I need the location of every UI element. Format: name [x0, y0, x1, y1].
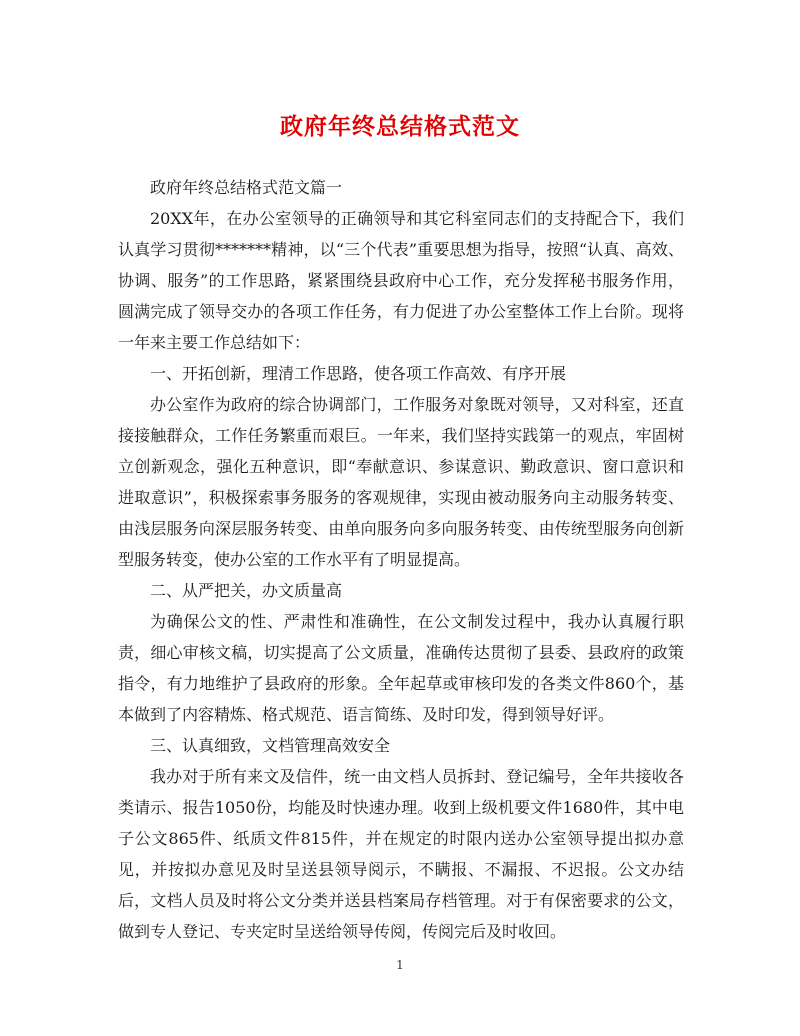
- paragraph-section-1: 办公室作为政府的综合协调部门，工作服务对象既对领导，又对科室，还直接接触群众，工作任务繁重而艰巨。一年来，我们坚持实践第一的观点，牢固树立创新观念，强化五种意识，即“奉献意识、参谋意识、勤政意识、窗口意识和进取意识”，积极探索事务服务的客观规律，实现由被动服务向主动服务转变、由浅层服务向深层服务转变、由单向服务向多向服务转变、由传统型服务向创新型服务转变，使办公室的工作水平有了明显提高。: [118, 395, 684, 569]
- page-number: 1: [396, 958, 404, 972]
- paragraph-section-2: 为确保公文的性、严肃性和准确性，在公文制发过程中，我办认真履行职责，细心审核文稿，切实提高了公文质量，准确传达贯彻了县委、县政府的政策指令，有力地维护了县政府的形象。全年起草或审核印发的各类文件860个，基本做到了内容精炼、格式规范、语言简练、及时印发，得到领导好评。: [118, 612, 684, 724]
- paragraph-intro: 20XX年，在办公室领导的正确领导和其它科室同志们的支持配合下，我们认真学习贯彻*******精神，以“三个代表”重要思想为指导，按照“认真、高效、协调、服务”的工作思路，紧紧围绕县政府中心工作，充分发挥秘书服务作用，圆满完成了领导交办的各项工作任务，有力促进了办公室整体工作上台阶。现将一年来主要工作总结如下：: [118, 209, 684, 352]
- document-title: 政府年终总结格式范文: [280, 113, 520, 140]
- paragraph-section-3: 我办对于所有来文及信件，统一由文档人员拆封、登记编号，全年共接收各类请示、报告1050份，均能及时快速办理。收到上级机要文件1680件，其中电子公文865件、纸质文件815件，并在规定的时限内送办公室领导提出拟办意见，并按拟办意见及时呈送县领导阅示，不瞒报、不漏报、不迟报。公文办结后，文档人员及时将公文分类并送县档案局存档管理。对于有保密要求的公文，做到专人登记、专夹定时呈送给领导传阅，传阅完后及时收回。: [118, 767, 684, 941]
- section-heading-2: 二、从严把关，办文质量高: [150, 581, 343, 600]
- section-heading-1: 一、开拓创新，理清工作思路，使各项工作高效、有序开展: [150, 364, 567, 383]
- document-body: [118, 172, 684, 947]
- section-heading-3: 三、认真细致，文档管理高效安全: [150, 736, 391, 755]
- paragraph-subtitle: 政府年终总结格式范文篇一: [150, 178, 343, 197]
